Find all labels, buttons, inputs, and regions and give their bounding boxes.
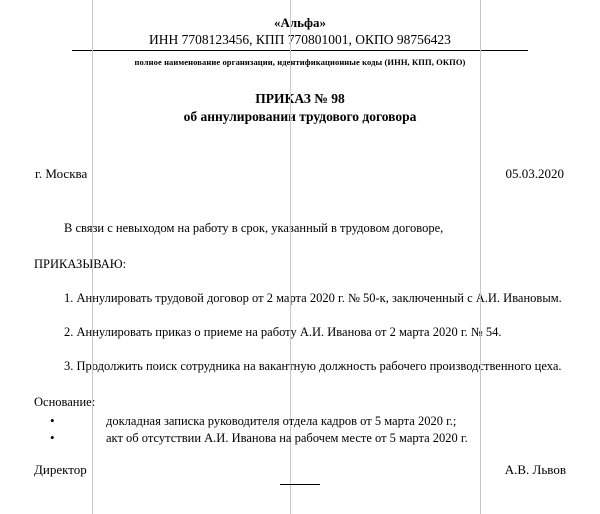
list-item: • акт об отсутствии А.И. Иванова на рабочем месте от 5 марта 2020 г. bbox=[50, 430, 566, 447]
basis-list bbox=[34, 413, 566, 447]
order-item: 2. Аннулировать приказ о приеме на работу А.И. Иванова от 2 марта 2020 г. № 54. bbox=[64, 325, 502, 339]
place-and-date bbox=[34, 166, 566, 182]
signer-position: Директор bbox=[34, 462, 87, 477]
list-item: • докладная записка руководителя отдела кадров от 5 марта 2020 г.; bbox=[50, 413, 566, 430]
order-keyword: ПРИКАЗЫВАЮ: bbox=[34, 257, 127, 271]
document-date: 05.03.2020 bbox=[505, 166, 564, 181]
order-item: 1. Аннулировать трудовой договор от 2 марта 2020 г. № 50-к, заключенный с А.И. Ивановым. bbox=[64, 291, 562, 305]
document-title: ПРИКАЗ № 98 bbox=[255, 91, 345, 106]
intro-paragraph: В связи с невыходом на работу в срок, указанный в трудовом договоре, bbox=[64, 221, 444, 235]
basis-label: Основание: bbox=[34, 395, 96, 409]
organization-name: «Альфа» bbox=[273, 15, 327, 30]
order-item: 3. Продолжить поиск сотрудника на вакантную должность рабочего производственного цеха. bbox=[64, 359, 562, 373]
signature-line bbox=[280, 484, 320, 485]
organization-caption: полное наименование организации, идентификационные коды (ИНН, КПП, ОКПО) bbox=[134, 57, 466, 67]
signature-row bbox=[34, 462, 566, 478]
signer-name: А.В. Львов bbox=[504, 462, 566, 477]
document-subtitle: об аннулировании трудового договора bbox=[183, 109, 417, 124]
organization-codes: ИНН 7708123456, КПП 770801001, ОКПО 98756423 bbox=[72, 31, 528, 51]
document-city: г. Москва bbox=[35, 166, 88, 181]
